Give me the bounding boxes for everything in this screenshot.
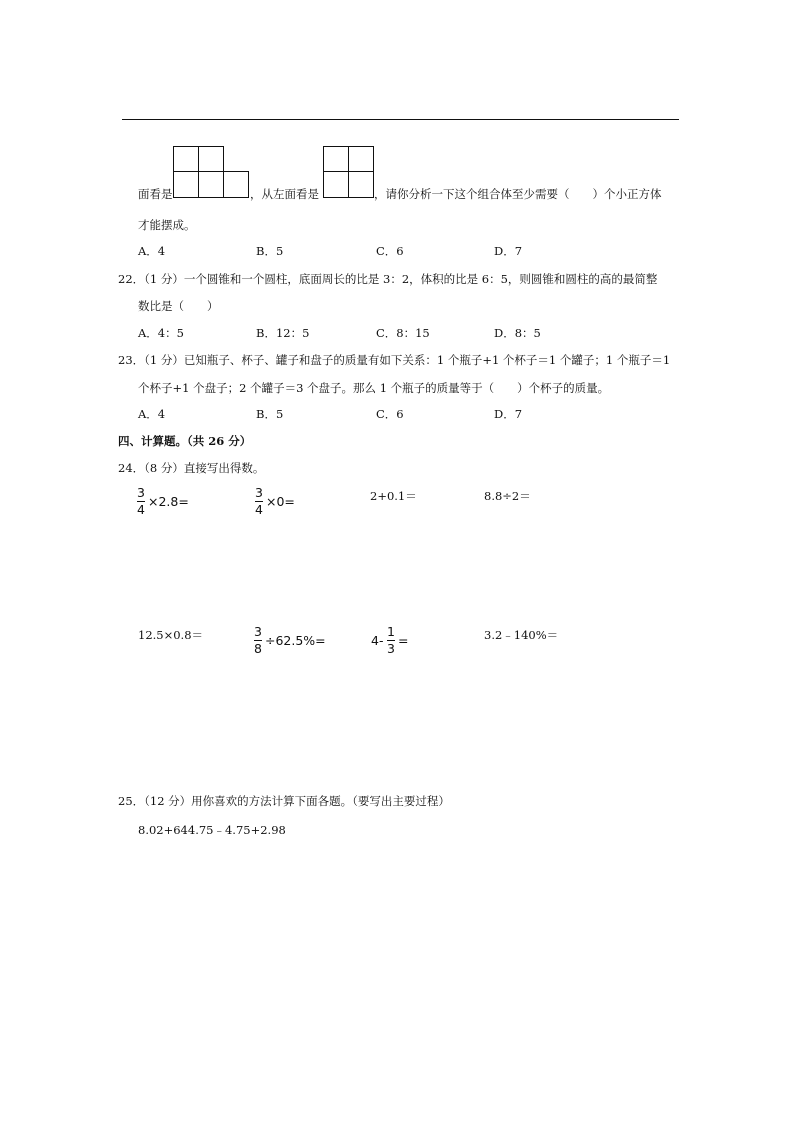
q22-option-c: C．8：15 xyxy=(376,326,430,340)
q21-option-b: B．5 xyxy=(256,244,284,258)
e6-denominator: 8 xyxy=(254,641,262,656)
e7-prefix: 4- xyxy=(371,633,384,648)
e5-expression: 12.5×0.8＝ xyxy=(138,628,204,642)
q21-text-c: ，请你分析一下这个组合体至少需要（ ）个小正方体 xyxy=(374,187,662,201)
e7-denominator: 3 xyxy=(387,641,395,656)
q22-option-d: D．8：5 xyxy=(494,326,541,340)
section-4-title: 四、计算题。（共 26 分） xyxy=(118,434,252,448)
e4-expression: 8.8÷2＝ xyxy=(484,489,531,503)
e1-numerator: 3 xyxy=(137,485,145,500)
q23-option-d: D．7 xyxy=(494,407,523,421)
q21-option-c: C．6 xyxy=(376,244,404,258)
e7-fraction xyxy=(387,625,395,656)
e6-fraction xyxy=(254,625,262,656)
e6-numerator: 3 xyxy=(254,624,262,639)
e2-rest: ×0= xyxy=(266,494,295,509)
front-view-figure xyxy=(173,146,249,198)
q23-text-line2: 个杯子+1 个盘子；2 个罐子＝3 个盘子。那么 1 个瓶子的质量等于（ ）个杯子的质量。 xyxy=(138,381,610,395)
q22-text-line1: 22．（1 分）一个圆锥和一个圆柱，底面周长的比是 3：2，体积的比是 6：5，则圆锥和圆柱的高的最简整 xyxy=(118,272,658,286)
q22-option-a: A．4：5 xyxy=(138,326,184,340)
q23-option-b: B．5 xyxy=(256,407,284,421)
e2-denominator: 4 xyxy=(255,502,263,517)
e3-expression: 2+0.1＝ xyxy=(370,489,417,503)
q25-expression: 8.02+644.75﹣4.75+2.98 xyxy=(138,823,286,837)
q21-option-d: D．7 xyxy=(494,244,523,258)
q22-option-b: B．12：5 xyxy=(256,326,310,340)
q21-option-a: A．4 xyxy=(138,244,166,258)
e7-rest: = xyxy=(398,633,409,648)
q22-text-line2: 数比是（ ） xyxy=(138,299,219,313)
q24-title: 24．（8 分）直接写出得数。 xyxy=(118,461,265,475)
e1-rest: ×2.8= xyxy=(148,494,189,509)
left-view-figure xyxy=(323,146,374,198)
q25-title: 25．（12 分）用你喜欢的方法计算下面各题。（要写出主要过程） xyxy=(118,794,450,808)
q21-text-line2: 才能摆成。 xyxy=(138,218,196,232)
e1-fraction xyxy=(137,486,145,517)
q23-option-c: C．6 xyxy=(376,407,404,421)
e7-numerator: 1 xyxy=(387,624,395,639)
q21-text-a: 面看是 xyxy=(138,187,173,201)
q23-text-line1: 23．（1 分）已知瓶子、杯子、罐子和盘子的质量有如下关系：1 个瓶子+1 个杯子＝1 个罐子；1 个瓶子＝1 xyxy=(118,353,671,367)
e2-numerator: 3 xyxy=(255,485,263,500)
e2-fraction xyxy=(255,486,263,517)
header-rule xyxy=(122,119,679,120)
q21-text-b: ，从左面看是 xyxy=(250,187,319,201)
e1-denominator: 4 xyxy=(137,502,145,517)
e8-expression: 3.2﹣140%＝ xyxy=(484,628,559,642)
e6-rest: ÷62.5%= xyxy=(265,633,326,648)
q23-option-a: A．4 xyxy=(138,407,166,421)
